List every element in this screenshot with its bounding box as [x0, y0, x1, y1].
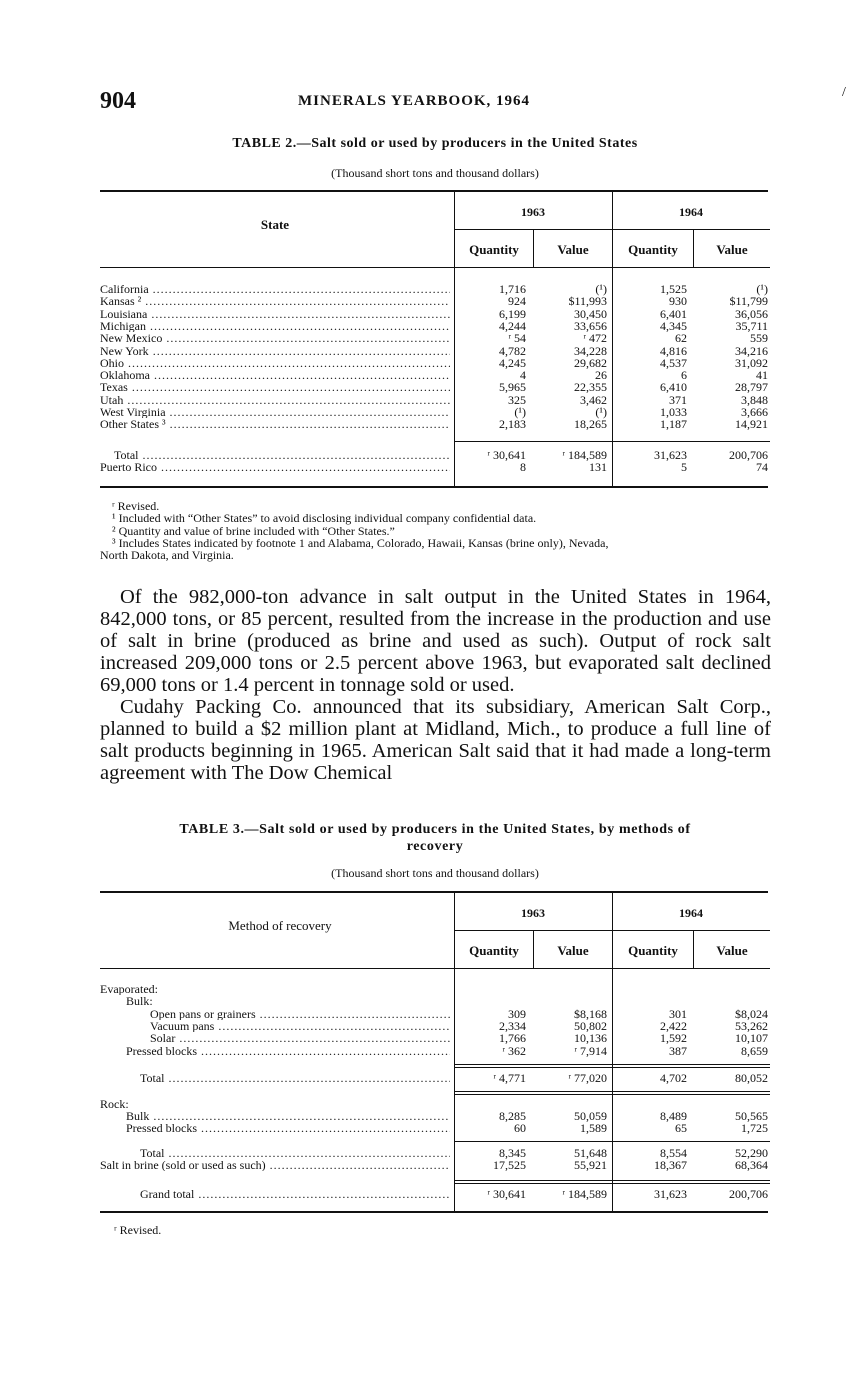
row-label: Total ..... [140, 1147, 450, 1159]
quantity-1964: 6 [681, 368, 687, 383]
table2-footnote: ¹ Included with “Other States” to avoid disclosing individual company confidential data. [112, 511, 537, 526]
table3-top-rule [100, 891, 768, 893]
quantity-1963: 924 [508, 294, 526, 309]
value-1963: ʳ 472 [583, 331, 607, 346]
table2-subtitle: (Thousand short tons and thousand dollars) [331, 166, 539, 180]
table2-col-quantity: Quantity [469, 242, 519, 257]
value-1963: ʳ 184,589 [562, 448, 607, 462]
value-1964: 53,262 [735, 1019, 768, 1033]
quantity-1964: 301 [669, 1007, 687, 1021]
section-label: Rock: [100, 1098, 129, 1110]
table3-col-value: Value [716, 943, 748, 958]
table-row [100, 381, 770, 393]
value-1963: $8,168 [574, 1007, 607, 1021]
table-row [100, 983, 770, 995]
quantity-1963: 8,345 [499, 1146, 526, 1160]
value-1963: ʳ 7,914 [574, 1044, 607, 1058]
table3-footnote: ʳ Revised. [114, 1223, 162, 1237]
row-label: Puerto Rico ..... [100, 461, 450, 473]
value-1964: $11,799 [729, 294, 768, 309]
value-1963: 34,228 [574, 343, 607, 358]
table-row [100, 332, 770, 344]
value-1963: 10,136 [574, 1031, 607, 1045]
value-1963: 55,921 [574, 1158, 607, 1172]
value-1964: 10,107 [735, 1031, 768, 1045]
row-label: Pressed blocks ..... [126, 1045, 450, 1057]
table-row [100, 1072, 770, 1084]
quantity-1964: 371 [669, 392, 687, 407]
table3-rule [455, 1183, 770, 1184]
table3-title-cont: recovery [406, 839, 464, 854]
quantity-1963: 6,199 [499, 306, 526, 321]
table-row [100, 995, 770, 1007]
quantity-1963: 8 [520, 460, 526, 474]
table2-year-1963: 1963 [521, 205, 545, 219]
row-label: Kansas ² ..... [100, 295, 450, 307]
row-label: West Virginia ..... [100, 406, 450, 418]
row-label: Other States ³ ..... [100, 418, 450, 430]
table-row [100, 406, 770, 418]
value-1963: ʳ 184,589 [562, 1187, 607, 1201]
row-label: Pressed blocks ..... [126, 1122, 450, 1134]
quantity-1964: 65 [675, 1121, 687, 1135]
quantity-1964: 31,623 [654, 1187, 687, 1201]
table3-rule [455, 1094, 770, 1095]
value-1963: 51,648 [574, 1146, 607, 1160]
value-1964: $8,024 [735, 1007, 768, 1021]
value-1964: 31,092 [735, 355, 768, 370]
value-1964: 559 [750, 331, 768, 346]
paragraph: Cudahy Packing Co. announced that its subsidiary, American Salt Corp., planned to build a $2 million plant at Midland, Mich., to produce a full line of salt products beginning in 1965. American Salt said that it had made a long-term agreement with The Dow Chemical [100, 696, 771, 784]
table3-col-quantity: Quantity [628, 943, 678, 958]
quantity-1963: 2,334 [499, 1019, 526, 1033]
table-row [100, 1032, 770, 1044]
value-1963: 26 [595, 368, 607, 383]
table2-col-value: Value [716, 242, 748, 257]
table2-col-state: State [260, 217, 290, 232]
value-1963: 29,682 [574, 355, 607, 370]
quantity-1963: 5,965 [499, 380, 526, 395]
table2-year-rule [454, 229, 770, 230]
table-row [100, 1110, 770, 1122]
value-1964: 50,565 [735, 1109, 768, 1123]
row-label: Vacuum pans ..... [150, 1020, 450, 1032]
quantity-1963: 60 [514, 1121, 526, 1135]
quantity-1964: 6,401 [660, 306, 687, 321]
table-row [100, 418, 770, 430]
table3-col-quantity: Quantity [469, 943, 519, 958]
value-1964: 41 [756, 368, 768, 383]
table2-header-rule [100, 267, 770, 268]
table-row [100, 320, 770, 332]
value-1964: 200,706 [729, 1187, 768, 1201]
value-1963: 22,355 [574, 380, 607, 395]
table-row [100, 283, 770, 295]
value-1963: 131 [589, 460, 607, 474]
quantity-1964: 6,410 [660, 380, 687, 395]
table2-col-quantity: Quantity [628, 242, 678, 257]
table3-rule [455, 1180, 770, 1181]
row-label: Utah ..... [100, 394, 450, 406]
value-1963: (¹) [595, 405, 607, 419]
table-row [100, 345, 770, 357]
section-label: Bulk: [126, 995, 153, 1007]
quantity-1964: 18,367 [654, 1158, 687, 1172]
row-label: Michigan ..... [100, 320, 450, 332]
quantity-1963: 4,782 [499, 343, 526, 358]
table-row [100, 461, 770, 473]
value-1963: 18,265 [574, 417, 607, 432]
table3-year-1963: 1963 [521, 906, 545, 920]
table3-title: TABLE 3.—Salt sold or used by producers in the United States, by methods of [179, 822, 691, 837]
table2-total-rule [455, 441, 770, 442]
table3-rule [455, 1091, 770, 1092]
quantity-1963: ʳ 362 [502, 1044, 526, 1058]
paragraph: Of the 982,000-ton advance in salt output in the United States in 1964, 842,000 tons, or 85 percent, resulted from the increase in the production and use of salt in brine (produced as brine and used as such). Output of rock salt increased 209,000 tons or 2.5 percent above 1963, but evaporated salt declined 69,000 tons or 1.4 percent in tonnage sold or used. [100, 586, 771, 696]
table3-col-value: Value [557, 943, 589, 958]
table-row [100, 394, 770, 406]
row-label: Total ..... [114, 449, 450, 461]
value-1964: 28,797 [735, 380, 768, 395]
row-label: Louisiana ..... [100, 308, 450, 320]
quantity-1964: 5 [681, 460, 687, 474]
quantity-1963: ʳ 30,641 [487, 448, 526, 462]
quantity-1964: 8,489 [660, 1109, 687, 1123]
row-label: Ohio ..... [100, 357, 450, 369]
quantity-1963: 17,525 [493, 1158, 526, 1172]
quantity-1964: 4,537 [660, 355, 687, 370]
body-text [100, 586, 771, 784]
value-1964: 34,216 [735, 343, 768, 358]
table-row [100, 369, 770, 381]
table2-year-1964: 1964 [679, 205, 703, 219]
table-row [100, 1098, 770, 1110]
table2-bottom-rule [100, 486, 768, 488]
quantity-1964: 31,623 [654, 448, 687, 462]
quantity-1963: 309 [508, 1007, 526, 1021]
value-1964: 8,659 [741, 1044, 768, 1058]
row-label: New Mexico ..... [100, 332, 450, 344]
table-row [100, 1045, 770, 1057]
quantity-1964: 2,422 [660, 1019, 687, 1033]
table2-footnote: ² Quantity and value of brine included with “Other States.” [112, 523, 395, 538]
table3-year-1964: 1964 [679, 906, 703, 920]
value-1963: 50,059 [574, 1109, 607, 1123]
table2-footnote: ʳ Revised. [112, 499, 160, 513]
quantity-1963: (¹) [514, 405, 526, 419]
value-1964: 200,706 [729, 448, 768, 462]
table3-rule [455, 1141, 770, 1142]
value-1964: 36,056 [735, 306, 768, 321]
row-label: Open pans or grainers ..... [150, 1008, 450, 1020]
quantity-1964: 1,033 [660, 405, 687, 419]
value-1963: 3,462 [580, 392, 607, 407]
table2-footnote: North Dakota, and Virginia. [100, 548, 234, 563]
quantity-1963: 325 [508, 392, 526, 407]
quantity-1963: ʳ 30,641 [487, 1187, 526, 1201]
row-label: Total ..... [140, 1072, 450, 1084]
value-1964: 74 [756, 460, 768, 474]
margin-mark: / [842, 85, 846, 100]
quantity-1963: 1,766 [499, 1031, 526, 1045]
quantity-1964: 62 [675, 331, 687, 346]
value-1964: (¹) [756, 282, 768, 296]
value-1964: 68,364 [735, 1158, 768, 1172]
table2-top-rule [100, 190, 768, 192]
row-label: Grand total ..... [140, 1188, 450, 1200]
table-row [100, 1159, 770, 1171]
row-label: Bulk ..... [126, 1110, 450, 1122]
table2-col-value: Value [557, 242, 589, 257]
quantity-1964: 4,816 [660, 343, 687, 358]
quantity-1964: 4,702 [660, 1071, 687, 1085]
quantity-1963: 1,716 [499, 282, 526, 296]
table3-rule [455, 1064, 770, 1065]
table3-col-method: Method of recovery [228, 918, 332, 933]
quantity-1964: 1,592 [660, 1031, 687, 1045]
value-1963: 50,802 [574, 1019, 607, 1033]
value-1963: 33,656 [574, 318, 607, 333]
value-1964: 52,290 [735, 1146, 768, 1160]
row-label: California ..... [100, 283, 450, 295]
table-row [100, 308, 770, 320]
page-number: 904 [100, 88, 136, 114]
table-row [100, 357, 770, 369]
section-label: Evaporated: [100, 983, 158, 995]
value-1964: 3,666 [741, 405, 768, 419]
table3-rule [455, 1067, 770, 1068]
quantity-1964: 1,525 [660, 282, 687, 296]
table2-title: TABLE 2.—Salt sold or used by producers in the United States [232, 136, 638, 151]
table-row [100, 449, 770, 461]
row-label: Solar ..... [150, 1032, 450, 1044]
quantity-1964: 4,345 [660, 318, 687, 333]
value-1964: 1,725 [741, 1121, 768, 1135]
quantity-1963: ʳ 54 [508, 331, 526, 346]
value-1963: 30,450 [574, 306, 607, 321]
row-label: Salt in brine (sold or used as such) ..... [100, 1159, 450, 1171]
value-1963: $11,993 [568, 294, 607, 309]
table2-footnote: ³ Includes States indicated by footnote 1 and Alabama, Colorado, Hawaii, Kansas (brine only), Nevada, [112, 535, 609, 550]
table-row [100, 295, 770, 307]
table3-year-rule [454, 930, 770, 931]
table3-header-rule [100, 968, 770, 969]
quantity-1964: 8,554 [660, 1146, 687, 1160]
value-1964: 14,921 [735, 417, 768, 432]
quantity-1964: 1,187 [660, 417, 687, 432]
value-1964: 3,848 [741, 392, 768, 407]
quantity-1963: 4,244 [499, 318, 526, 333]
value-1963: ʳ 77,020 [568, 1071, 607, 1085]
table-row [100, 1122, 770, 1134]
value-1964: 80,052 [735, 1071, 768, 1085]
quantity-1964: 387 [669, 1044, 687, 1058]
quantity-1964: 930 [669, 294, 687, 309]
quantity-1963: 4,245 [499, 355, 526, 370]
table3-subtitle: (Thousand short tons and thousand dollars) [331, 866, 539, 880]
value-1963: 1,589 [580, 1121, 607, 1135]
value-1964: 35,711 [735, 318, 768, 333]
table-row [100, 1188, 770, 1200]
quantity-1963: 4 [520, 368, 526, 383]
row-label: Oklahoma ..... [100, 369, 450, 381]
table3-bottom-rule [100, 1211, 768, 1213]
quantity-1963: 8,285 [499, 1109, 526, 1123]
running-title: MINERALS YEARBOOK, 1964 [298, 93, 531, 109]
row-label: Texas ..... [100, 381, 450, 393]
quantity-1963: ʳ 4,771 [493, 1071, 526, 1085]
row-label: New York ..... [100, 345, 450, 357]
value-1963: (¹) [595, 282, 607, 296]
quantity-1963: 2,183 [499, 417, 526, 432]
